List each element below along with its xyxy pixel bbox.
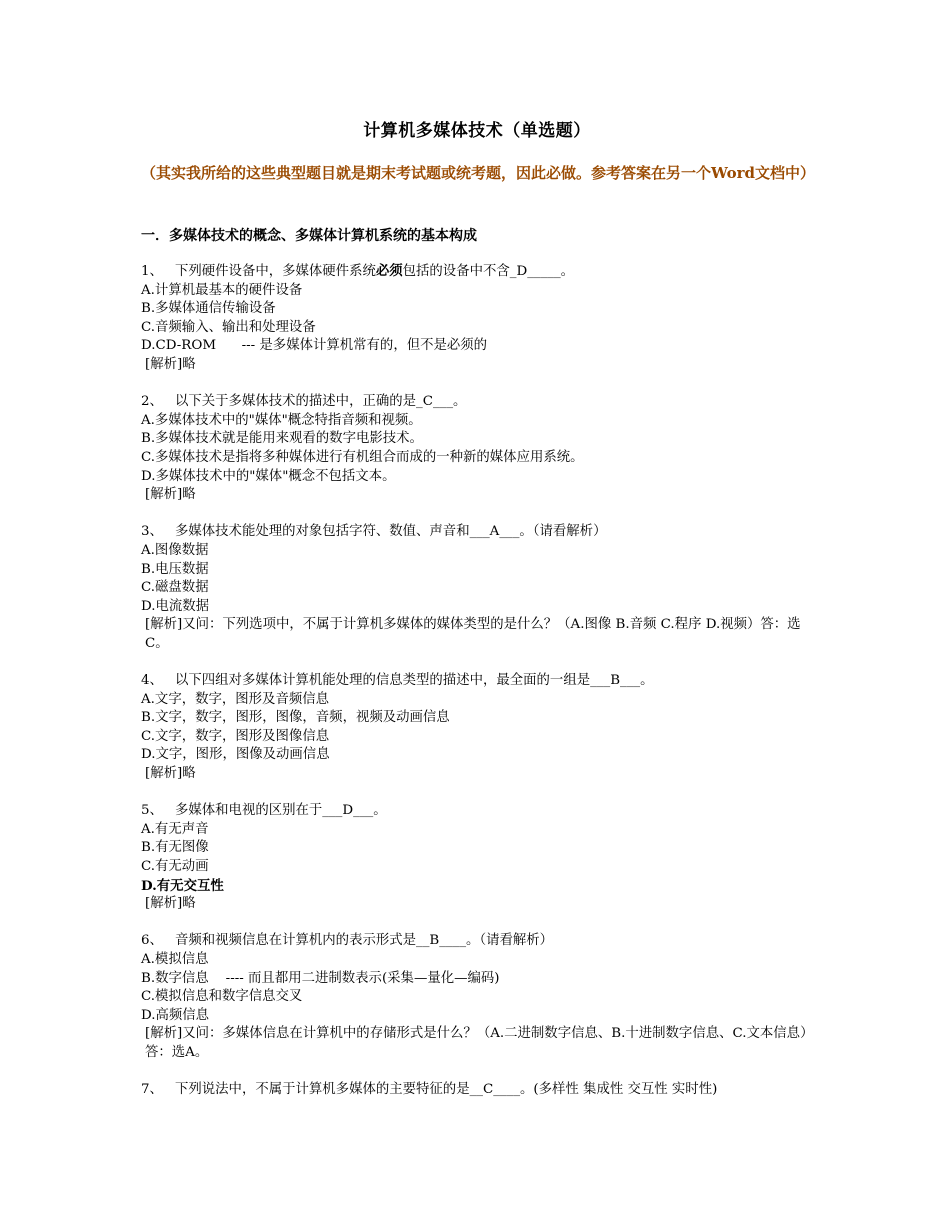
option-c: C.音频输入、输出和处理设备 <box>141 319 316 335</box>
question-text: 以下关于多媒体技术的描述中，正确的是_C___。 <box>175 394 467 410</box>
question-stem <box>141 932 813 951</box>
option-b: B.有无图像 <box>141 840 209 856</box>
question-stem <box>141 523 813 542</box>
option-a: A.文字，数字，图形及音频信息 <box>141 691 330 707</box>
question-text: 多媒体和电视的区别在于___D___。 <box>175 803 387 819</box>
option-a: A.多媒体技术中的"媒体"概念特指音频和视频。 <box>141 412 422 428</box>
answer-notice: （其实我所给的这些典型题目就是期末考试题或统考题，因此必做。参考答案在另一个Word文档中） <box>141 164 816 182</box>
question-stem <box>141 802 813 821</box>
option-c: C.多媒体技术是指将多种媒体进行有机组合而成的一种新的媒体应用系统。 <box>141 449 584 465</box>
option-d-answer: D.有无交互性 <box>141 877 224 894</box>
question-number: 5、 <box>141 803 163 819</box>
analysis: [解析]略 <box>145 487 196 503</box>
option-c: C.模拟信息和数字信息交叉 <box>141 989 303 1005</box>
question-number: 7、 <box>141 1082 163 1098</box>
option-a: A.模拟信息 <box>141 951 209 967</box>
analysis: [解析]又问：下列选项中，不属于计算机多媒体的媒体类型的是什么？（A.图像 B.音频 C.程序 D.视频）答：选C。 <box>145 617 801 651</box>
question-7 <box>141 1081 813 1100</box>
question-text: 音频和视频信息在计算机内的表示形式是__B____。（请看解析） <box>175 933 554 949</box>
analysis: [解析]又问：多媒体信息在计算机中的存储形式是什么？（A.二进制数字信息、B.十进制数字信息、C.文本信息）答：选A。 <box>145 1026 807 1060</box>
option-c: C.文字，数字，图形及图像信息 <box>141 728 330 744</box>
option-a: A.有无声音 <box>141 821 209 837</box>
question-list <box>141 262 813 1118</box>
question-stem <box>141 672 813 691</box>
option-a: A.计算机最基本的硬件设备 <box>141 282 303 298</box>
question-number: 3、 <box>141 524 163 540</box>
question-number: 1、 <box>141 264 163 279</box>
question-text: 下列说法中，不属于计算机多媒体的主要特征的是__C____。(多样性 集成性 交互性 实时性) <box>175 1082 718 1098</box>
option-b: B.多媒体技术就是能用来观看的数字电影技术。 <box>141 431 423 447</box>
option-b: B.文字，数字，图形，图像，音频，视频及动画信息 <box>141 710 450 726</box>
option-d: D.电流数据 <box>141 598 210 614</box>
question-1 <box>141 262 813 375</box>
question-text: 包括的设备中不含_D_____。 <box>402 264 575 279</box>
analysis: [解析]略 <box>145 356 196 372</box>
question-3 <box>141 523 813 653</box>
question-stem <box>141 393 813 412</box>
section-heading: 一．多媒体技术的概念、多媒体计算机系统的基本构成 <box>141 228 477 244</box>
question-5 <box>141 802 813 914</box>
analysis: [解析]略 <box>145 766 196 782</box>
question-4 <box>141 672 813 784</box>
option-d: D.文字，图形，图像及动画信息 <box>141 747 330 763</box>
option-c: C.磁盘数据 <box>141 580 209 596</box>
option-c: C.有无动画 <box>141 859 209 874</box>
document-title: 计算机多媒体技术（单选题） <box>363 121 591 141</box>
question-number: 4、 <box>141 673 163 689</box>
question-stem <box>141 1081 813 1100</box>
option-d: D.高频信息 <box>141 1007 210 1023</box>
option-a: A.图像数据 <box>141 542 209 558</box>
option-b: B.多媒体通信传输设备 <box>141 301 276 317</box>
option-b: B.数字信息 ---- 而且都用二进制数表示(采集—量化—编码) <box>141 970 500 986</box>
analysis: [解析]略 <box>145 896 196 912</box>
question-stem <box>141 262 813 282</box>
question-text: 下列硬件设备中，多媒体硬件系统 <box>175 264 376 279</box>
question-text: 多媒体技术能处理的对象包括字符、数值、声音和___A___。（请看解析） <box>175 524 607 540</box>
question-2 <box>141 393 813 505</box>
question-text-emphasis: 必须 <box>375 263 403 279</box>
question-text: 以下四组对多媒体计算机能处理的信息类型的描述中，最全面的一组是___B___。 <box>175 673 654 689</box>
question-6 <box>141 932 813 1062</box>
option-b: B.电压数据 <box>141 561 209 577</box>
option-d: D.CD-ROM --- 是多媒体计算机常有的，但不是必须的 <box>141 338 488 354</box>
question-number: 2、 <box>141 394 163 410</box>
question-number: 6、 <box>141 933 163 949</box>
option-d: D.多媒体技术中的"媒体"概念不包括文本。 <box>141 468 396 484</box>
